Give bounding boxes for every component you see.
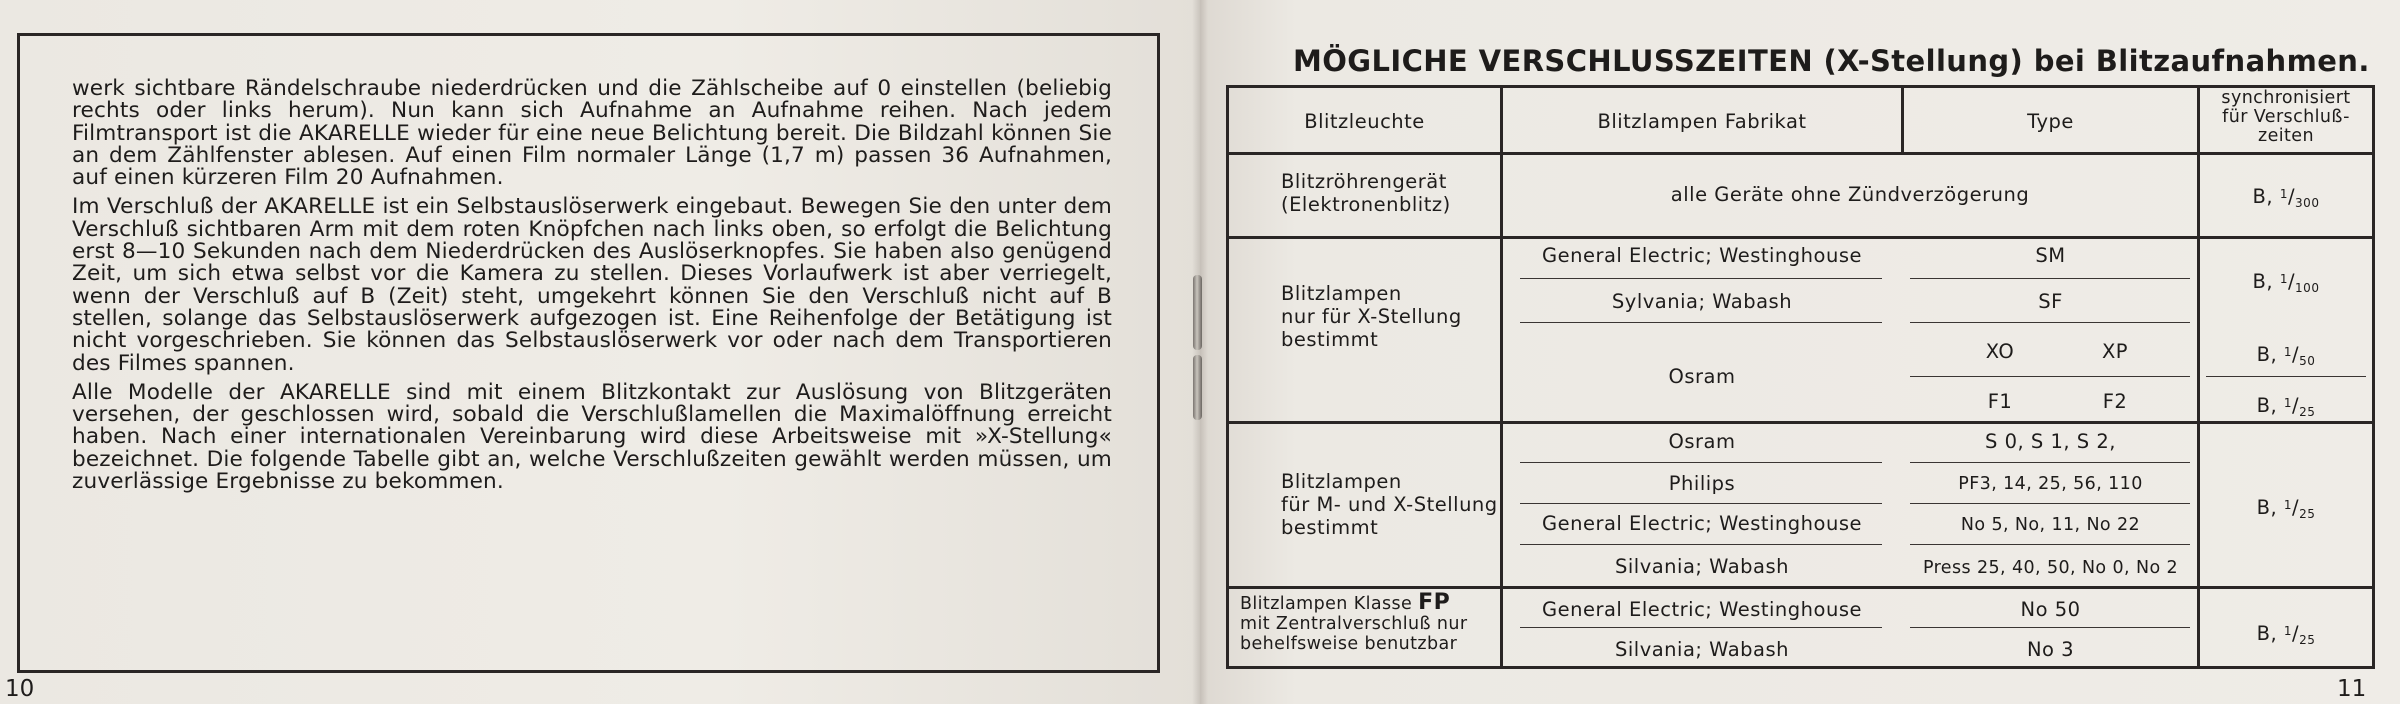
- speed-denominator: 25: [2299, 507, 2316, 521]
- header-line: zeiten: [2258, 126, 2314, 146]
- paragraph: werk sichtbare Rändelschraube niederdrücken und die Zählscheibe auf 0 einstellen (beliebig rechts oder links herum). Nun kann sich Aufnahme an Aufnahme reihen. Nach jedem Filmtransport ist die AKARELLE wieder für eine neue Belichtung bereit. Die Bildzahl können Sie an dem Zählfenster ablesen. Auf einen Film normaler Länge (1,7 m) passen 36 Aufnahmen, auf einen kürzeren Film 20 Aufnahmen.: [72, 76, 1112, 191]
- header-line: für Verschluß-: [2222, 107, 2350, 127]
- row-separator: [1910, 462, 2190, 463]
- row-rule: [1229, 236, 2372, 239]
- shutter-speed: B, $^1/_{50}$: [2256, 343, 2316, 368]
- row-separator: [1910, 376, 2190, 377]
- page-number: 11: [2337, 676, 2367, 702]
- group-label-line: [1240, 590, 1468, 615]
- row-separator: [1520, 322, 1882, 323]
- all-devices-cell: alle Geräte ohne Zündverzögerung: [1670, 183, 2030, 206]
- body-text: [72, 78, 1112, 500]
- table-title: MÖGLICHE VERSCHLUSSZEITEN (X-Stellung) bei Blitzaufnahmen.: [1293, 44, 2370, 78]
- speed-prefix: B,: [2252, 270, 2274, 293]
- header-fabrikat: Blitzlampen Fabrikat: [1597, 110, 1807, 133]
- fp-class-badge: FP: [1418, 590, 1451, 615]
- group-label-line: bestimmt: [1281, 516, 1379, 539]
- make-cell: Osram: [1668, 430, 1736, 453]
- staple: [1193, 275, 1202, 350]
- make-cell: Sylvania; Wabash: [1611, 290, 1793, 313]
- type-cell: F1: [1987, 390, 2013, 413]
- row-separator: [1520, 462, 1882, 463]
- group-label: [1281, 282, 1462, 351]
- speed-prefix: B,: [2256, 343, 2278, 366]
- row-separator: [1520, 278, 1882, 279]
- make-cell: Philips: [1668, 472, 1736, 495]
- column-rule: [2197, 88, 2200, 666]
- speed-prefix: B,: [2256, 496, 2278, 519]
- type-cell: S 0, S 1, S 2,: [1985, 430, 2116, 453]
- row-separator: [1520, 627, 1882, 628]
- type-cell: SM: [2035, 244, 2066, 267]
- type-cell: No 3: [2026, 638, 2075, 661]
- speed-numerator: 1: [2283, 345, 2293, 359]
- group-label-line: Blitzlampen: [1281, 282, 1402, 305]
- speed-numerator: 1: [2283, 624, 2293, 638]
- group-label-line: Blitzlampen: [1281, 470, 1402, 493]
- make-cell: Osram: [1668, 365, 1736, 388]
- make-cell: General Electric; Westinghouse: [1542, 244, 1862, 267]
- group-label-line: bestimmt: [1281, 328, 1379, 351]
- speed-numerator: 1: [2279, 272, 2288, 286]
- make-cell: General Electric; Westinghouse: [1542, 598, 1862, 621]
- shutter-speed: B, $^1/_{300}$: [2252, 185, 2320, 210]
- type-cell: No 50: [2020, 598, 2081, 621]
- group-label-line: mit Zentralverschluß nur: [1240, 614, 1468, 634]
- type-cell: SF: [2038, 290, 2063, 313]
- header-line: synchronisiert: [2221, 88, 2351, 108]
- header-type: Type: [2027, 110, 2074, 133]
- make-cell: General Electric; Westinghouse: [1542, 512, 1862, 535]
- speed-denominator: 25: [2299, 405, 2316, 419]
- row-separator: [1520, 544, 1882, 545]
- type-cell: No 5, No, 11, No 22: [1960, 515, 2141, 535]
- type-cell: Press 25, 40, 50, No 0, No 2: [1922, 558, 2179, 578]
- group-label: [1281, 470, 1498, 539]
- make-cell: Silvania; Wabash: [1614, 638, 1790, 661]
- book-spine: [1192, 0, 1208, 704]
- group-label: [1240, 590, 1468, 654]
- speed-denominator: 50: [2299, 354, 2316, 368]
- paragraph: Alle Modelle der AKARELLE sind mit einem Blitzkontakt zur Auslösung von Blitzgeräten versehen, der geschlossen wird, sobald die Verschlußlamellen die Maximalöffnung erreicht haben. Nach einer internationalen Vereinbarung wird diese Arbeitsweise mit »X-Stellung« bezeichnet. Die folgende Tabelle gibt an, welche Verschlußzeiten gewählt werden müssen, um zuverlässige Ergebnisse zu bekommen.: [72, 379, 1112, 495]
- group-label-line: für M- und X-Stellung: [1281, 493, 1498, 516]
- speed-prefix: B,: [2256, 394, 2278, 417]
- row-separator: [1910, 322, 2190, 323]
- header-blitzleuchte: Blitzleuchte: [1304, 110, 1425, 133]
- group-label-line: (Elektronenblitz): [1281, 193, 1451, 216]
- row-separator: [1910, 627, 2190, 628]
- row-separator: [1910, 503, 2190, 504]
- staple: [1193, 355, 1202, 420]
- speed-numerator: 1: [2279, 187, 2288, 201]
- header-synchronisiert: [2200, 89, 2372, 146]
- row-separator: [1910, 544, 2190, 545]
- speed-denominator: 100: [2295, 281, 2320, 295]
- type-cell: XP: [2101, 340, 2129, 363]
- group-label-line: nur für X-Stellung: [1281, 305, 1462, 328]
- group-label-line: Blitzröhrengerät: [1281, 170, 1447, 193]
- row-separator: [2206, 376, 2366, 377]
- type-cell: PF3, 14, 25, 56, 110: [1958, 474, 2143, 494]
- row-separator: [1520, 503, 1882, 504]
- type-cell: F2: [2102, 390, 2128, 413]
- make-cell: Silvania; Wabash: [1614, 555, 1790, 578]
- speed-denominator: 25: [2299, 633, 2316, 647]
- shutter-speed: B, $^1/_{100}$: [2252, 270, 2320, 295]
- type-cell: XO: [1985, 340, 2015, 363]
- row-separator: [1910, 278, 2190, 279]
- speed-prefix: B,: [2252, 185, 2274, 208]
- shutter-speed: B, $^1/_{25}$: [2256, 622, 2316, 647]
- shutter-speed: B, $^1/_{25}$: [2256, 496, 2316, 521]
- row-rule: [1229, 152, 2372, 155]
- speed-numerator: 1: [2283, 498, 2293, 512]
- speed-numerator: 1: [2283, 396, 2293, 410]
- page-number: 10: [5, 676, 35, 702]
- paragraph: Im Verschluß der AKARELLE ist ein Selbstauslöserwerk eingebaut. Bewegen Sie den unter dem Verschluß sichtbaren Arm mit dem roten Knöpfchen nach links oben, so erfolgt die Belichtung erst 8—10 Sekunden nach dem Niederdrücken des Auslöserknopfes. Sie haben also genügend Zeit, um sich etwa selbst vor die Kamera zu stellen. Dieses Vorlaufwerk ist aber verriegelt, wenn der Verschluß auf B (Zeit) steht, umgekehrt können Sie den Verschluß nicht auf B stellen, solange das Selbstauslöserwerk aufgezogen ist. Eine Reihenfolge der Betätigung ist nicht vorgeschrieben. Sie können das Selbstauslöserwerk vor oder nach dem Transportieren des Filmes spannen.: [72, 194, 1112, 376]
- group-label-line: behelfsweise benutzbar: [1240, 634, 1458, 654]
- row-rule: [1229, 586, 2372, 589]
- group-label: [1281, 170, 1451, 216]
- group-label-text: Blitzlampen Klasse: [1240, 594, 1413, 614]
- speed-denominator: 300: [2295, 196, 2320, 210]
- shutter-speed: B, $^1/_{25}$: [2256, 394, 2316, 419]
- speed-prefix: B,: [2256, 622, 2278, 645]
